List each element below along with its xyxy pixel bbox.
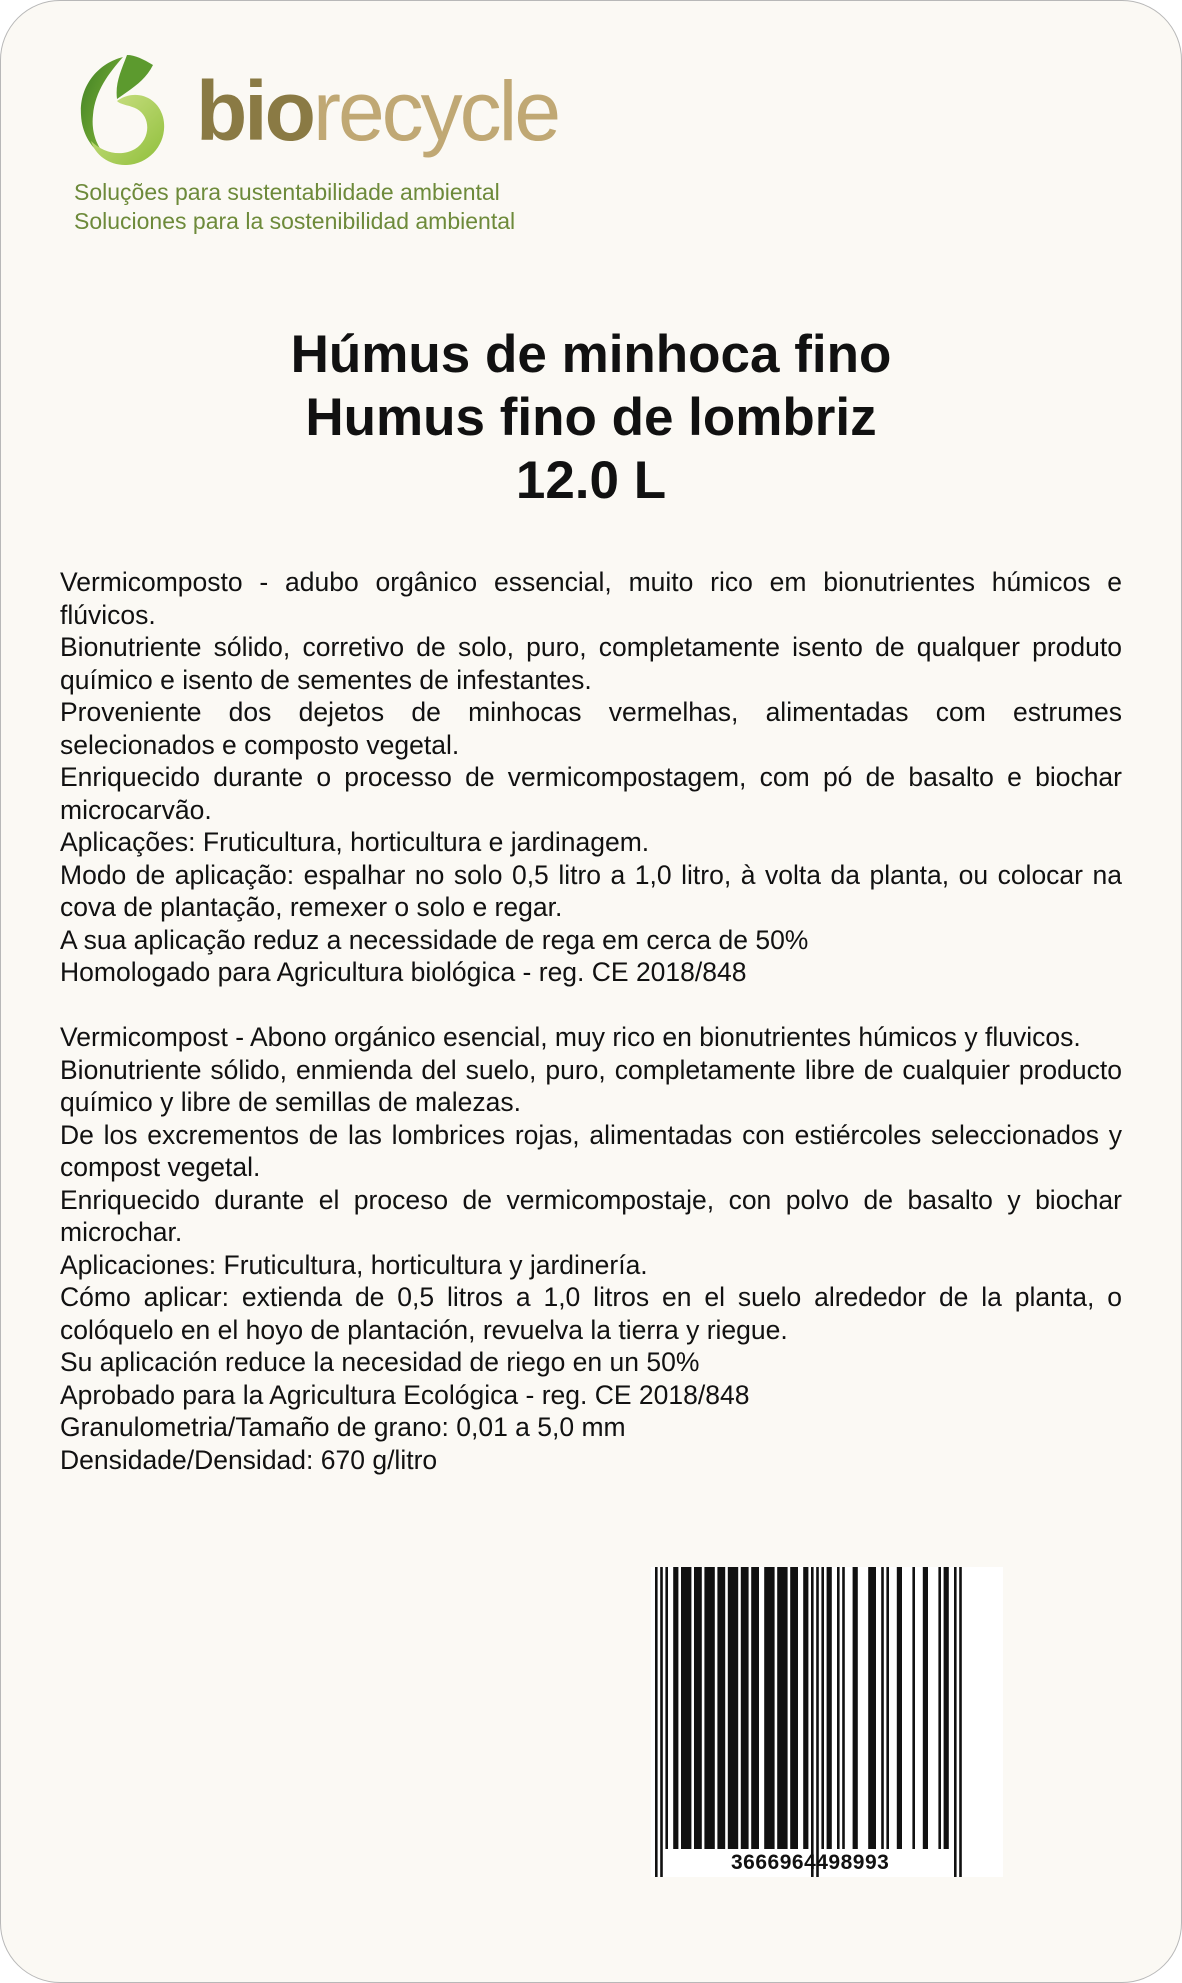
barcode-bar xyxy=(681,1567,691,1849)
barcode-bar xyxy=(694,1567,702,1849)
description-paragraph: Su aplicación reduce la necesidad de riego en un 50% xyxy=(60,1347,700,1377)
description-paragraph: Granulometria/Tamaño de grano: 0,01 a 5,0 mm xyxy=(60,1412,626,1442)
description-paragraph: Aplicaciones: Fruticultura, horticultura y jardinería. xyxy=(60,1249,648,1280)
barcode-bar xyxy=(868,1567,876,1849)
barcode-number: 3666964498993 xyxy=(731,1851,890,1874)
product-volume: 12.0 L xyxy=(515,451,667,510)
barcode-bar xyxy=(954,1567,957,1877)
description-paragraph: Bionutriente sólido, corretivo de solo, puro, completamente isento de qualquer produto químico e isento de sementes de infestantes. xyxy=(60,632,1122,695)
description-paragraph: Modo de aplicação: espalhar no solo 0,5 litro a 1,0 litro, à volta da planta, ou colocar na cova de plantação, remexer o solo e regar. xyxy=(60,859,1122,922)
brand-name-part1: bio xyxy=(196,64,313,158)
brand-logo xyxy=(71,53,559,243)
barcode-bar xyxy=(816,1567,819,1877)
leaf-logo-icon xyxy=(71,53,176,171)
description-paragraph: De los excrementos de las lombrices rojas, alimentadas con estiércoles seleccionados y compost vegetal. xyxy=(60,1119,1122,1182)
brand-wordmark xyxy=(196,64,559,158)
barcode-bar xyxy=(704,1567,714,1849)
barcode-bar xyxy=(886,1567,889,1849)
barcode-bar xyxy=(853,1567,858,1849)
barcode-bar xyxy=(717,1567,725,1849)
barcode-bar xyxy=(923,1567,928,1849)
barcode-bar xyxy=(938,1567,941,1849)
barcode-bar xyxy=(959,1567,962,1877)
barcode-bar xyxy=(660,1567,663,1877)
description-paragraph: Aprobado para la Agricultura Ecológica - reg. CE 2018/848 xyxy=(60,1379,750,1410)
description-paragraph: Proveniente dos dejetos de minhocas vermelhas, alimentadas com estrumes selecionados e composto vegetal. xyxy=(60,697,1122,760)
description-paragraph: Homologado para Agricultura biológica - reg. CE 2018/848 xyxy=(60,957,747,987)
barcode-bar xyxy=(655,1567,658,1877)
barcode-bar xyxy=(897,1567,902,1849)
barcode-bar xyxy=(741,1567,749,1849)
barcode-bar xyxy=(811,1567,814,1877)
barcode-bar xyxy=(912,1567,915,1849)
barcode-bar xyxy=(777,1567,787,1849)
brand-name-part2: recycle xyxy=(312,64,559,158)
product-title-pt: Húmus de minhoca fino xyxy=(290,325,892,384)
description-paragraph: Aplicações: Fruticultura, horticultura e jardinagem. xyxy=(60,827,650,857)
barcode-bar xyxy=(764,1567,774,1849)
product-title-es: Humus fino de lombriz xyxy=(305,388,877,447)
barcode-bar xyxy=(673,1567,678,1849)
brand-tagline-pt: Soluções para sustentabilidade ambiental xyxy=(74,179,500,205)
barcode-bar xyxy=(827,1567,832,1849)
barcode-bar xyxy=(803,1567,808,1849)
description-paragraph: Bionutriente sólido, enmienda del suelo, puro, completamente libre de cualquier producto químico y libre de semillas de malezas. xyxy=(60,1054,1122,1117)
description-paragraph: Vermicomposto - adubo orgânico essencial, muito rico em bionutrientes húmicos e flúvicos. xyxy=(60,567,1122,630)
description-paragraph: Vermicompost - Abono orgánico esencial, muy rico en bionutrientes húmicos y fluvicos. xyxy=(60,1022,1081,1052)
barcode-bar xyxy=(842,1567,845,1849)
product-titles xyxy=(1,323,1181,512)
description-spanish xyxy=(60,1021,1122,1476)
description-paragraph: Densidade/Densidad: 670 g/litro xyxy=(60,1444,438,1475)
description-paragraph: Enriquecido durante o processo de vermicompostagem, com pó de basalto e biochar microcarvão. xyxy=(60,762,1122,825)
barcode-bar xyxy=(665,1567,668,1849)
description-portuguese xyxy=(60,566,1122,989)
description-paragraph: Cómo aplicar: extienda de 0,5 litros a 1,0 litros en el suelo alrededor de la planta, o colóquelo en el hoyo de plantación, revuelva la tierra y riegue. xyxy=(60,1282,1122,1345)
barcode-bars-icon xyxy=(655,1567,999,1877)
barcode-bar xyxy=(728,1567,738,1849)
barcode-bar xyxy=(790,1567,798,1849)
barcode-bar xyxy=(751,1567,759,1849)
barcode-bar xyxy=(881,1567,884,1849)
description-paragraph: Enriquecido durante el proceso de vermicompostaje, con polvo de basalto y biochar microchar. xyxy=(60,1184,1122,1247)
description-paragraph: A sua aplicação reduz a necessidade de rega em cerca de 50% xyxy=(60,924,809,955)
barcode xyxy=(651,1567,1003,1877)
brand-tagline-es: Soluciones para la sostenibilidad ambiental xyxy=(74,208,516,234)
barcode-bar xyxy=(821,1567,824,1849)
barcode-bar xyxy=(944,1567,949,1849)
barcode-bar xyxy=(837,1567,840,1849)
